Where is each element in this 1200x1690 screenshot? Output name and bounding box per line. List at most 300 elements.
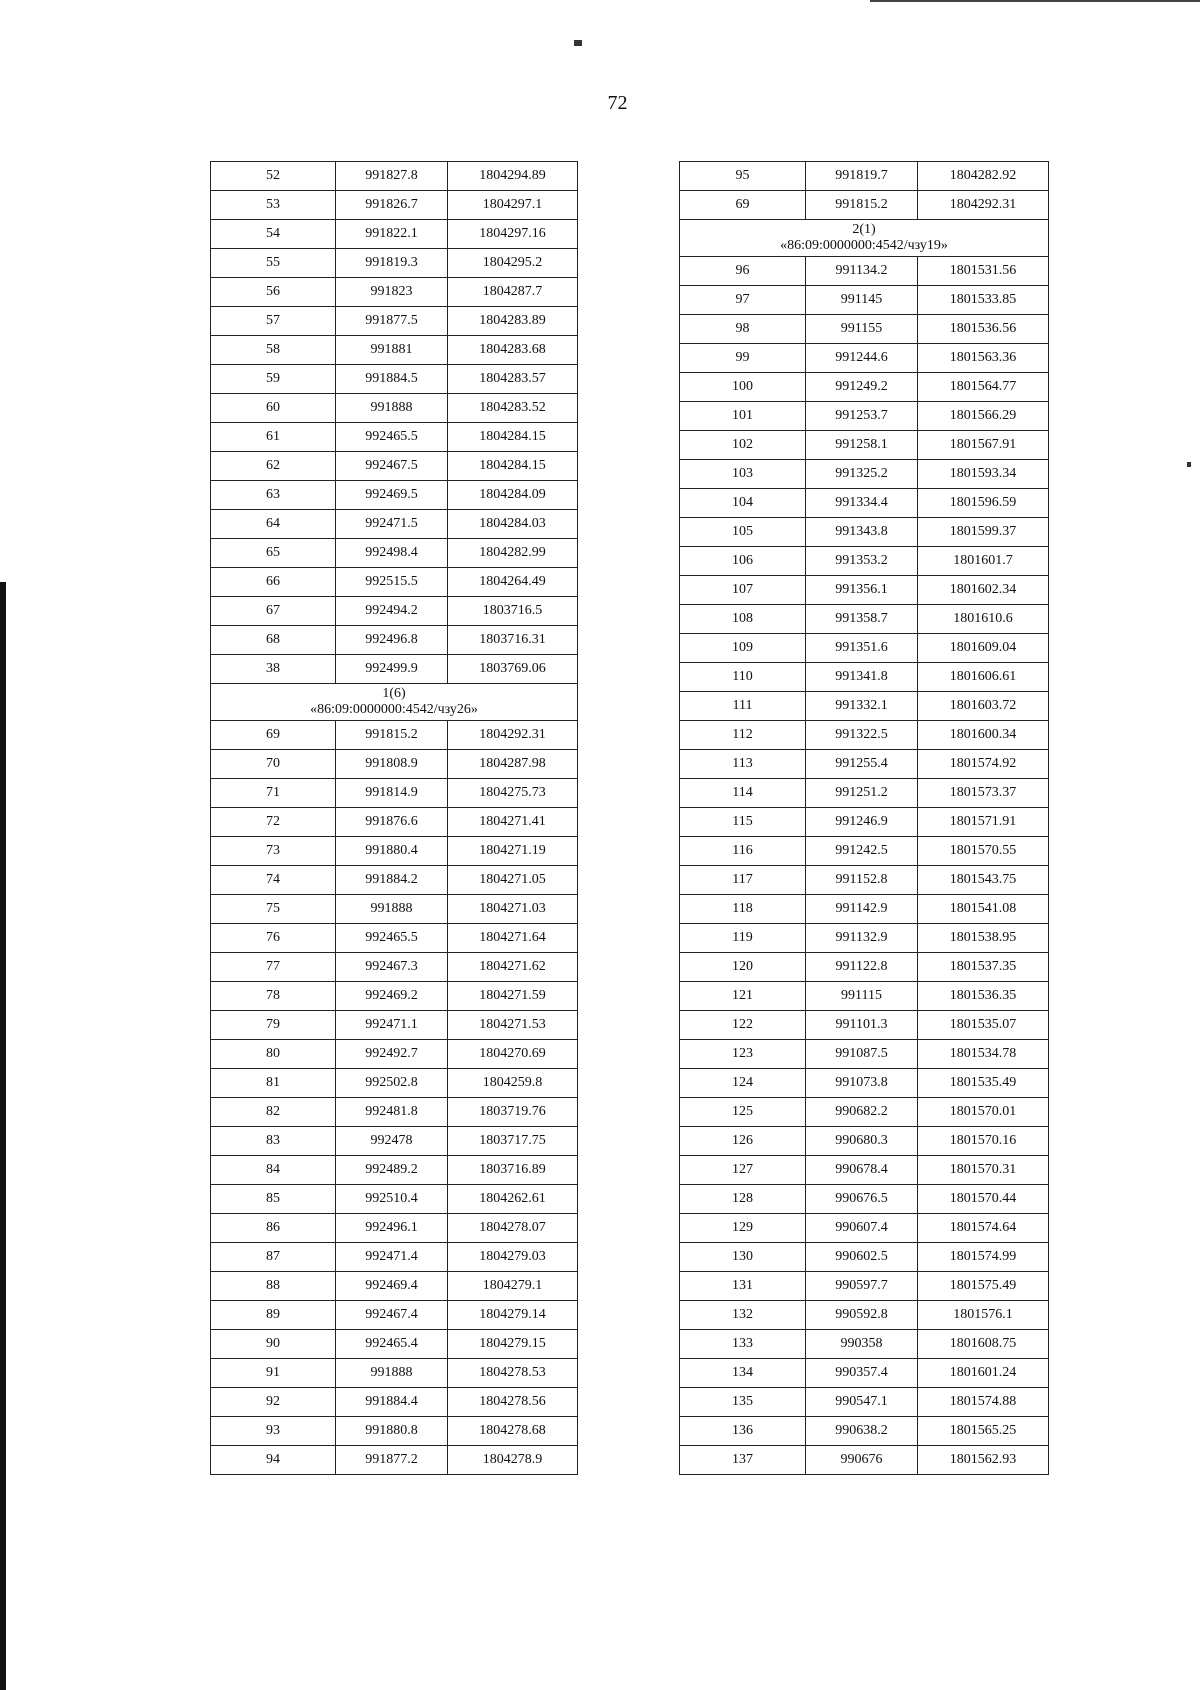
point-number-cell: 77 (211, 953, 336, 982)
y-coordinate-cell: 1801574.88 (918, 1388, 1049, 1417)
point-number-cell: 76 (211, 924, 336, 953)
y-coordinate-cell: 1804262.61 (448, 1185, 578, 1214)
y-coordinate-cell: 1801566.29 (918, 402, 1049, 431)
y-coordinate-cell: 1803717.75 (448, 1127, 578, 1156)
table-row (211, 539, 578, 568)
table-row (211, 895, 578, 924)
table-row (680, 547, 1049, 576)
x-coordinate-cell: 991258.1 (806, 431, 918, 460)
x-coordinate-cell: 991115 (806, 982, 918, 1011)
y-coordinate-cell: 1804271.05 (448, 866, 578, 895)
x-coordinate-cell: 991155 (806, 315, 918, 344)
table-row (680, 605, 1049, 634)
x-coordinate-cell: 991134.2 (806, 257, 918, 286)
y-coordinate-cell: 1804271.53 (448, 1011, 578, 1040)
section-header-row (211, 684, 578, 721)
y-coordinate-cell: 1801536.56 (918, 315, 1049, 344)
point-number-cell: 65 (211, 539, 336, 568)
point-number-cell: 116 (680, 837, 806, 866)
coordinates-rows-left-b (211, 721, 578, 1475)
y-coordinate-cell: 1804279.15 (448, 1330, 578, 1359)
y-coordinate-cell: 1804278.56 (448, 1388, 578, 1417)
point-number-cell: 122 (680, 1011, 806, 1040)
table-row (211, 982, 578, 1011)
y-coordinate-cell: 1801576.1 (918, 1301, 1049, 1330)
table-row (680, 895, 1049, 924)
point-number-cell: 92 (211, 1388, 336, 1417)
point-number-cell: 91 (211, 1359, 336, 1388)
table-row (680, 1156, 1049, 1185)
x-coordinate-cell: 991087.5 (806, 1040, 918, 1069)
table-row (211, 750, 578, 779)
y-coordinate-cell: 1804294.89 (448, 162, 578, 191)
y-coordinate-cell: 1801538.95 (918, 924, 1049, 953)
table-row (680, 634, 1049, 663)
table-row (680, 1011, 1049, 1040)
x-coordinate-cell: 992469.2 (336, 982, 448, 1011)
point-number-cell: 113 (680, 750, 806, 779)
table-row (680, 808, 1049, 837)
coordinates-rows-left-a (211, 162, 578, 684)
y-coordinate-cell: 1804282.99 (448, 539, 578, 568)
y-coordinate-cell: 1801533.85 (918, 286, 1049, 315)
table-row (211, 1330, 578, 1359)
point-number-cell: 133 (680, 1330, 806, 1359)
table-row (211, 721, 578, 750)
y-coordinate-cell: 1801574.64 (918, 1214, 1049, 1243)
point-number-cell: 69 (211, 721, 336, 750)
point-number-cell: 71 (211, 779, 336, 808)
section-header-row (680, 220, 1049, 257)
point-number-cell: 69 (680, 191, 806, 220)
table-row (680, 518, 1049, 547)
table-row (680, 1272, 1049, 1301)
x-coordinate-cell: 991343.8 (806, 518, 918, 547)
table-row (211, 162, 578, 191)
point-number-cell: 74 (211, 866, 336, 895)
section-cadastral-label: «86:09:0000000:4542/чзу19» (780, 238, 948, 253)
point-number-cell: 95 (680, 162, 806, 191)
x-coordinate-cell: 991880.8 (336, 1417, 448, 1446)
x-coordinate-cell: 990682.2 (806, 1098, 918, 1127)
x-coordinate-cell: 992499.9 (336, 655, 448, 684)
x-coordinate-cell: 992494.2 (336, 597, 448, 626)
point-number-cell: 70 (211, 750, 336, 779)
table-row (211, 568, 578, 597)
point-number-cell: 129 (680, 1214, 806, 1243)
y-coordinate-cell: 1804264.49 (448, 568, 578, 597)
table-row (680, 1301, 1049, 1330)
y-coordinate-cell: 1801564.77 (918, 373, 1049, 402)
y-coordinate-cell: 1803716.31 (448, 626, 578, 655)
point-number-cell: 54 (211, 220, 336, 249)
y-coordinate-cell: 1804283.68 (448, 336, 578, 365)
y-coordinate-cell: 1804287.7 (448, 278, 578, 307)
y-coordinate-cell: 1801562.93 (918, 1446, 1049, 1475)
y-coordinate-cell: 1801606.61 (918, 663, 1049, 692)
point-number-cell: 87 (211, 1243, 336, 1272)
point-number-cell: 127 (680, 1156, 806, 1185)
point-number-cell: 99 (680, 344, 806, 373)
y-coordinate-cell: 1801602.34 (918, 576, 1049, 605)
table-row (211, 191, 578, 220)
x-coordinate-cell: 991358.7 (806, 605, 918, 634)
x-coordinate-cell: 991815.2 (806, 191, 918, 220)
point-number-cell: 128 (680, 1185, 806, 1214)
point-number-cell: 100 (680, 373, 806, 402)
table-row (680, 1359, 1049, 1388)
point-number-cell: 78 (211, 982, 336, 1011)
x-coordinate-cell: 991246.9 (806, 808, 918, 837)
section-header-left (211, 684, 578, 721)
table-row (680, 1243, 1049, 1272)
table-row (680, 953, 1049, 982)
point-number-cell: 61 (211, 423, 336, 452)
point-number-cell: 117 (680, 866, 806, 895)
point-number-cell: 67 (211, 597, 336, 626)
point-number-cell: 111 (680, 692, 806, 721)
x-coordinate-cell: 991888 (336, 895, 448, 924)
table-row (211, 1040, 578, 1069)
y-coordinate-cell: 1804283.52 (448, 394, 578, 423)
y-coordinate-cell: 1801570.16 (918, 1127, 1049, 1156)
x-coordinate-cell: 990607.4 (806, 1214, 918, 1243)
table-row (211, 1417, 578, 1446)
y-coordinate-cell: 1801608.75 (918, 1330, 1049, 1359)
x-coordinate-cell: 991351.6 (806, 634, 918, 663)
point-number-cell: 90 (211, 1330, 336, 1359)
point-number-cell: 89 (211, 1301, 336, 1330)
section-cadastral-label: «86:09:0000000:4542/чзу26» (310, 702, 478, 717)
point-number-cell: 86 (211, 1214, 336, 1243)
y-coordinate-cell: 1804287.98 (448, 750, 578, 779)
y-coordinate-cell: 1801535.49 (918, 1069, 1049, 1098)
point-number-cell: 121 (680, 982, 806, 1011)
table-row (211, 655, 578, 684)
x-coordinate-cell: 992467.5 (336, 452, 448, 481)
point-number-cell: 73 (211, 837, 336, 866)
table-row (680, 663, 1049, 692)
table-row (211, 307, 578, 336)
table-row (680, 779, 1049, 808)
table-row (680, 162, 1049, 191)
y-coordinate-cell: 1804271.19 (448, 837, 578, 866)
x-coordinate-cell: 990678.4 (806, 1156, 918, 1185)
x-coordinate-cell: 991876.6 (336, 808, 448, 837)
x-coordinate-cell: 991880.4 (336, 837, 448, 866)
y-coordinate-cell: 1804283.57 (448, 365, 578, 394)
top-edge-rule (870, 0, 1200, 2)
section-number: 1(6) (382, 685, 406, 701)
point-number-cell: 53 (211, 191, 336, 220)
table-row (211, 953, 578, 982)
x-coordinate-cell: 992471.5 (336, 510, 448, 539)
x-coordinate-cell: 991325.2 (806, 460, 918, 489)
point-number-cell: 58 (211, 336, 336, 365)
y-coordinate-cell: 1801574.92 (918, 750, 1049, 779)
x-coordinate-cell: 991819.3 (336, 249, 448, 278)
x-coordinate-cell: 991132.9 (806, 924, 918, 953)
table-row (680, 1127, 1049, 1156)
page-number: 72 (607, 92, 628, 114)
point-number-cell: 94 (211, 1446, 336, 1475)
y-coordinate-cell: 1801565.25 (918, 1417, 1049, 1446)
y-coordinate-cell: 1801570.55 (918, 837, 1049, 866)
y-coordinate-cell: 1801534.78 (918, 1040, 1049, 1069)
point-number-cell: 62 (211, 452, 336, 481)
point-number-cell: 130 (680, 1243, 806, 1272)
table-row (680, 982, 1049, 1011)
x-coordinate-cell: 990592.8 (806, 1301, 918, 1330)
y-coordinate-cell: 1804278.9 (448, 1446, 578, 1475)
point-number-cell: 103 (680, 460, 806, 489)
table-row (211, 626, 578, 655)
coordinates-table-right (679, 161, 1049, 1475)
y-coordinate-cell: 1804292.31 (918, 191, 1049, 220)
x-coordinate-cell: 991877.2 (336, 1446, 448, 1475)
x-coordinate-cell: 990676.5 (806, 1185, 918, 1214)
y-coordinate-cell: 1804271.62 (448, 953, 578, 982)
table-row (211, 924, 578, 953)
point-number-cell: 137 (680, 1446, 806, 1475)
coordinates-rows-right-a (680, 162, 1049, 220)
y-coordinate-cell: 1801537.35 (918, 953, 1049, 982)
table-row (680, 286, 1049, 315)
table-row (211, 1214, 578, 1243)
x-coordinate-cell: 991819.7 (806, 162, 918, 191)
point-number-cell: 136 (680, 1417, 806, 1446)
x-coordinate-cell: 992469.4 (336, 1272, 448, 1301)
point-number-cell: 119 (680, 924, 806, 953)
point-number-cell: 110 (680, 663, 806, 692)
y-coordinate-cell: 1801610.6 (918, 605, 1049, 634)
x-coordinate-cell: 991822.1 (336, 220, 448, 249)
x-coordinate-cell: 991242.5 (806, 837, 918, 866)
point-number-cell: 85 (211, 1185, 336, 1214)
point-number-cell: 106 (680, 547, 806, 576)
y-coordinate-cell: 1803716.89 (448, 1156, 578, 1185)
y-coordinate-cell: 1804271.41 (448, 808, 578, 837)
x-coordinate-cell: 991322.5 (806, 721, 918, 750)
table-row (680, 431, 1049, 460)
y-coordinate-cell: 1801570.31 (918, 1156, 1049, 1185)
point-number-cell: 55 (211, 249, 336, 278)
table-row (211, 336, 578, 365)
point-number-cell: 79 (211, 1011, 336, 1040)
y-coordinate-cell: 1803769.06 (448, 655, 578, 684)
table-row (680, 1040, 1049, 1069)
y-coordinate-cell: 1804282.92 (918, 162, 1049, 191)
point-number-cell: 98 (680, 315, 806, 344)
x-coordinate-cell: 992496.1 (336, 1214, 448, 1243)
y-coordinate-cell: 1801601.24 (918, 1359, 1049, 1388)
table-row (680, 1185, 1049, 1214)
x-coordinate-cell: 991815.2 (336, 721, 448, 750)
point-number-cell: 82 (211, 1098, 336, 1127)
y-coordinate-cell: 1801573.37 (918, 779, 1049, 808)
section-number: 2(1) (852, 221, 876, 237)
point-number-cell: 96 (680, 257, 806, 286)
x-coordinate-cell: 991253.7 (806, 402, 918, 431)
table-row (680, 1388, 1049, 1417)
point-number-cell: 80 (211, 1040, 336, 1069)
x-coordinate-cell: 991152.8 (806, 866, 918, 895)
table-row (680, 721, 1049, 750)
y-coordinate-cell: 1801563.36 (918, 344, 1049, 373)
table-row (211, 1098, 578, 1127)
y-coordinate-cell: 1804284.15 (448, 452, 578, 481)
x-coordinate-cell: 990602.5 (806, 1243, 918, 1272)
x-coordinate-cell: 991826.7 (336, 191, 448, 220)
table-row (680, 373, 1049, 402)
table-row (211, 1272, 578, 1301)
x-coordinate-cell: 990680.3 (806, 1127, 918, 1156)
table-row (211, 1243, 578, 1272)
point-number-cell: 118 (680, 895, 806, 924)
y-coordinate-cell: 1801570.01 (918, 1098, 1049, 1127)
x-coordinate-cell: 992467.3 (336, 953, 448, 982)
y-coordinate-cell: 1801535.07 (918, 1011, 1049, 1040)
x-coordinate-cell: 992469.5 (336, 481, 448, 510)
y-coordinate-cell: 1801570.44 (918, 1185, 1049, 1214)
point-number-cell: 93 (211, 1417, 336, 1446)
y-coordinate-cell: 1801603.72 (918, 692, 1049, 721)
point-number-cell: 52 (211, 162, 336, 191)
x-coordinate-cell: 991888 (336, 1359, 448, 1388)
y-coordinate-cell: 1801574.99 (918, 1243, 1049, 1272)
x-coordinate-cell: 992502.8 (336, 1069, 448, 1098)
x-coordinate-cell: 992510.4 (336, 1185, 448, 1214)
point-number-cell: 124 (680, 1069, 806, 1098)
point-number-cell: 135 (680, 1388, 806, 1417)
section-header-cell (211, 684, 578, 721)
y-coordinate-cell: 1804295.2 (448, 249, 578, 278)
y-coordinate-cell: 1801593.34 (918, 460, 1049, 489)
table-row (211, 1156, 578, 1185)
table-row (680, 257, 1049, 286)
table-row (680, 837, 1049, 866)
x-coordinate-cell: 991341.8 (806, 663, 918, 692)
y-coordinate-cell: 1804284.03 (448, 510, 578, 539)
y-coordinate-cell: 1801600.34 (918, 721, 1049, 750)
point-number-cell: 84 (211, 1156, 336, 1185)
x-coordinate-cell: 992515.5 (336, 568, 448, 597)
y-coordinate-cell: 1804270.69 (448, 1040, 578, 1069)
point-number-cell: 131 (680, 1272, 806, 1301)
x-coordinate-cell: 992496.8 (336, 626, 448, 655)
section-header-cell (680, 220, 1049, 257)
point-number-cell: 72 (211, 808, 336, 837)
point-number-cell: 81 (211, 1069, 336, 1098)
y-coordinate-cell: 1801567.91 (918, 431, 1049, 460)
x-coordinate-cell: 992481.8 (336, 1098, 448, 1127)
y-coordinate-cell: 1804279.03 (448, 1243, 578, 1272)
point-number-cell: 134 (680, 1359, 806, 1388)
y-coordinate-cell: 1804297.1 (448, 191, 578, 220)
point-number-cell: 75 (211, 895, 336, 924)
y-coordinate-cell: 1804275.73 (448, 779, 578, 808)
x-coordinate-cell: 991255.4 (806, 750, 918, 779)
x-coordinate-cell: 991353.2 (806, 547, 918, 576)
x-coordinate-cell: 991877.5 (336, 307, 448, 336)
table-row (680, 315, 1049, 344)
table-row (680, 692, 1049, 721)
table-row (680, 866, 1049, 895)
point-number-cell: 125 (680, 1098, 806, 1127)
table-row (211, 510, 578, 539)
x-coordinate-cell: 991881 (336, 336, 448, 365)
table-row (211, 365, 578, 394)
table-row (211, 597, 578, 626)
y-coordinate-cell: 1801571.91 (918, 808, 1049, 837)
table-row (211, 452, 578, 481)
y-coordinate-cell: 1804278.53 (448, 1359, 578, 1388)
point-number-cell: 56 (211, 278, 336, 307)
point-number-cell: 126 (680, 1127, 806, 1156)
x-coordinate-cell: 991884.4 (336, 1388, 448, 1417)
table-row (211, 808, 578, 837)
x-coordinate-cell: 991249.2 (806, 373, 918, 402)
table-row (680, 402, 1049, 431)
table-row (211, 837, 578, 866)
y-coordinate-cell: 1801536.35 (918, 982, 1049, 1011)
point-number-cell: 123 (680, 1040, 806, 1069)
x-coordinate-cell: 991827.8 (336, 162, 448, 191)
table-row (680, 1098, 1049, 1127)
x-coordinate-cell: 991884.5 (336, 365, 448, 394)
point-number-cell: 66 (211, 568, 336, 597)
table-row (680, 576, 1049, 605)
x-coordinate-cell: 992467.4 (336, 1301, 448, 1330)
table-row (211, 1011, 578, 1040)
y-coordinate-cell: 1804271.03 (448, 895, 578, 924)
y-coordinate-cell: 1804259.8 (448, 1069, 578, 1098)
x-coordinate-cell: 991814.9 (336, 779, 448, 808)
x-coordinate-cell: 992492.7 (336, 1040, 448, 1069)
y-coordinate-cell: 1804297.16 (448, 220, 578, 249)
y-coordinate-cell: 1803716.5 (448, 597, 578, 626)
y-coordinate-cell: 1801543.75 (918, 866, 1049, 895)
y-coordinate-cell: 1804278.68 (448, 1417, 578, 1446)
table-row (680, 1069, 1049, 1098)
table-row (211, 481, 578, 510)
x-coordinate-cell: 991251.2 (806, 779, 918, 808)
point-number-cell: 104 (680, 489, 806, 518)
point-number-cell: 101 (680, 402, 806, 431)
table-row (211, 394, 578, 423)
y-coordinate-cell: 1804278.07 (448, 1214, 578, 1243)
table-row (211, 423, 578, 452)
table-row (680, 460, 1049, 489)
table-row (211, 866, 578, 895)
point-number-cell: 109 (680, 634, 806, 663)
table-row (680, 924, 1049, 953)
point-number-cell: 63 (211, 481, 336, 510)
y-coordinate-cell: 1804271.59 (448, 982, 578, 1011)
section-header-right (680, 220, 1049, 257)
x-coordinate-cell: 991334.4 (806, 489, 918, 518)
y-coordinate-cell: 1804292.31 (448, 721, 578, 750)
point-number-cell: 112 (680, 721, 806, 750)
table-row (680, 344, 1049, 373)
table-row (680, 1214, 1049, 1243)
scan-speck (574, 40, 582, 46)
point-number-cell: 108 (680, 605, 806, 634)
table-row (211, 1388, 578, 1417)
point-number-cell: 114 (680, 779, 806, 808)
point-number-cell: 83 (211, 1127, 336, 1156)
y-coordinate-cell: 1804283.89 (448, 307, 578, 336)
